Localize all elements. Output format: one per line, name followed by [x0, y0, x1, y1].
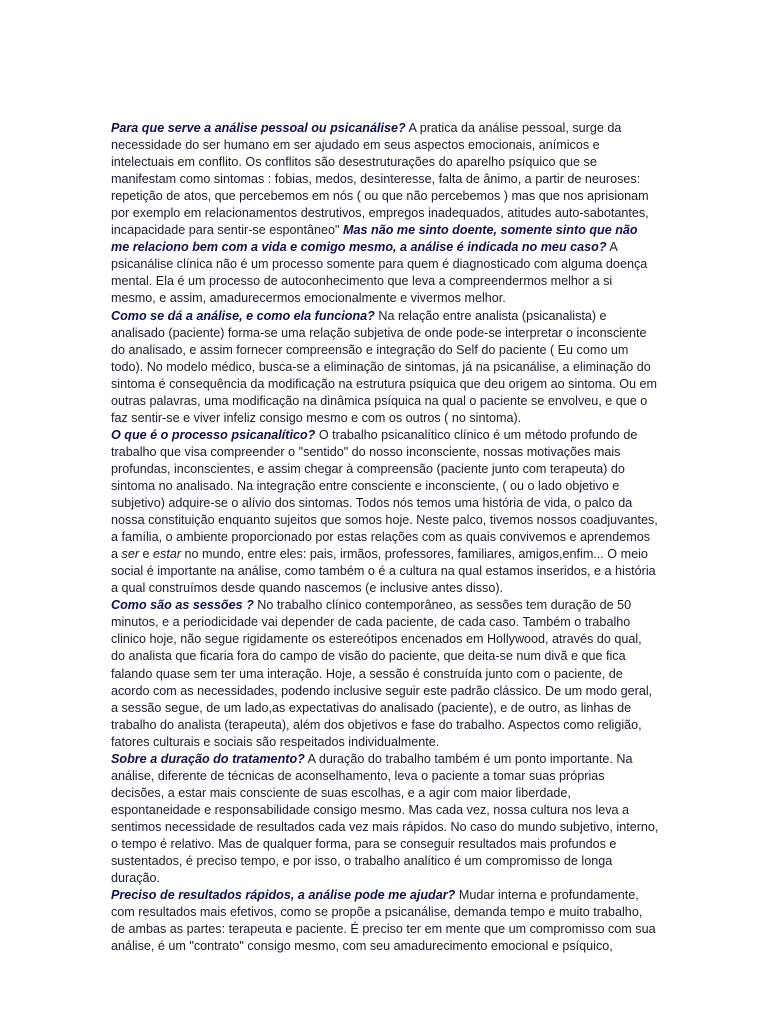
document-body: [111, 120, 659, 955]
paragraph-text: A pratica da análise pessoal, surge da necessidade do ser humano em ser ajudado em seus aspectos emocionais, anímicos e intelectuais em conflito. Os conflitos são desestruturações do aparelho psíquico que se manifestam como sintomas : fobias, medos, desinteresse, falta de ânimo, a partir de neuroses: repetição de atos, que percebemos em nós ( ou que não percebemos ) mas que nos aprisionam por exemplo em relacionamentos destrutivos, empregos inadequados, atitudes auto-sabotantes, incapacidade para sentir-se espontâneo": [111, 121, 649, 238]
paragraph-text: e: [139, 547, 154, 562]
paragraph-text: no mundo, entre eles: pais, irmãos, professores, familiares, amigos,enfim... O meio social é importante na análise, como também o é a cultura na qual estamos inseridos, e a história a qual construímos desde quando nascemos (e inclusive antes disso).: [111, 547, 656, 596]
paragraph-text: Na relação entre analista (psicanalista) e analisado (paciente) forma-se uma relação subjetiva de onde pode-se interpretar o inconsciente do analisado, e assim fornecer compreensão e integração do Self do paciente ( Eu como um todo). No modelo médico, busca-se a eliminação de sintomas, já na psicanálise, a eliminação do sintoma é consequência da modificação na estrutura psíquica que deu origem ao sintoma. Ou em outras palavras, uma modificação na dinâmica psíquica na qual o paciente se envolveu, e que o faz sentir-se e viver infeliz consigo mesmo e com os outros ( no sintoma).: [111, 308, 658, 425]
paragraph-text: No trabalho clínico contemporâneo, as sessões tem duração de 50 minutos, e a periodicidade vai depender de cada paciente, de cada caso. Também o trabalho clinico hoje, não segue rigidamente os estereótipos encenados em Hollywood, através do qual, do analista que ficaria fora do campo de visão do paciente, que deita-se num divã e que fica falando quase sem ter uma interação. Hoje, a sessão é construída junto com o paciente, de acordo com as necessidades, podendo inclusive seguir este padrão clássico. De um modo geral, a sessão segue, de um lado,as expectativas do analisado (paciente), e de outro, as linhas de trabalho do analista (terapeuta), além dos objetivos e fase do trabalho. Aspectos como religião, fatores culturais e sociais são respeitados individualmente.: [111, 598, 653, 749]
question-heading: Como são as sessões ?: [111, 598, 254, 613]
paragraph-text: Mudar interna e profundamente, com resultados mais efetivos, como se propõe a psicanálise, demanda tempo e muito trabalho, de ambas as partes: terapeuta e paciente. É preciso ter em mente que um compromisso com sua análise, é um "contrato" consigo mesmo, com seu amadurecimento emocional e psíquico,: [111, 888, 656, 954]
paragraph-text: A duração do trabalho também é um ponto importante. Na análise, diferente de técnicas de aconselhamento, leva o paciente a tomar suas próprias decisões, a estar mais consciente de suas escolhas, e a agir com maior liberdade, espontaneidade e responsabilidade consigo mesmo. Mas cada vez, nossa cultura nos leva a sentimos necessidade de resultados cada vez mais rápidos. No caso do mundo subjetivo, interno, o tempo é relativo. Mas de qualquer forma, para se conseguir resultados mais profundos e sustentados, é preciso tempo, e por isso, o trabalho analítico é um compromisso de longa duração.: [111, 751, 659, 886]
paragraph-text: A psicanálise clínica não é um processo somente para quem é diagnosticado com alguma doença mental. Ela é um processo de autoconhecimento que leva a compreendermos melhor a si mesmo, e assim, amadurecermos emocionalmente e vivermos melhor.: [111, 240, 648, 306]
paragraph-text: O trabalho psicanalítico clínico é um método profundo de trabalho que visa compreender o "sentido" do nosso inconsciente, nossas motivações mais profundas, inconscientes, e assim chegar à compreensão (paciente junto com terapeuta) do sintoma no analisado. Na integração entre consciente e inconsciente, ( ou o lado objetivo e subjetivo) adquire-se o alívio dos sintomas. Todos nós temos uma história de vida, o palco da nossa constituição enquanto sujeitos que somos hoje. Neste palco, tivemos nossos coadjuvantes, a família, o ambiente proporcionado por estas relações com as quais convivemos e aprendemos a: [111, 427, 658, 562]
question-heading: Sobre a duração do tratamento?: [111, 751, 305, 766]
paragraph-how-it-works: [111, 308, 659, 427]
italic-word: estar: [153, 547, 182, 562]
paragraph-process: [111, 427, 659, 597]
question-heading: Como se dá a análise, e como ela funciona?: [111, 308, 375, 323]
question-heading: Mas não me sinto doente, somente sinto que não me relaciono bem com a vida e comigo mesmo, a análise é indicada no meu caso?: [111, 223, 638, 255]
paragraph-fast-results: [111, 887, 659, 955]
italic-word: ser: [121, 547, 140, 562]
paragraph-duration: [111, 751, 659, 887]
question-heading: O que é o processo psicanalítico?: [111, 427, 316, 442]
question-heading: Preciso de resultados rápidos, a análise pode me ajudar?: [111, 888, 456, 903]
paragraph-purpose: [111, 120, 659, 308]
paragraph-sessions: [111, 597, 659, 750]
question-heading: Para que serve a análise pessoal ou psicanálise?: [111, 121, 406, 135]
